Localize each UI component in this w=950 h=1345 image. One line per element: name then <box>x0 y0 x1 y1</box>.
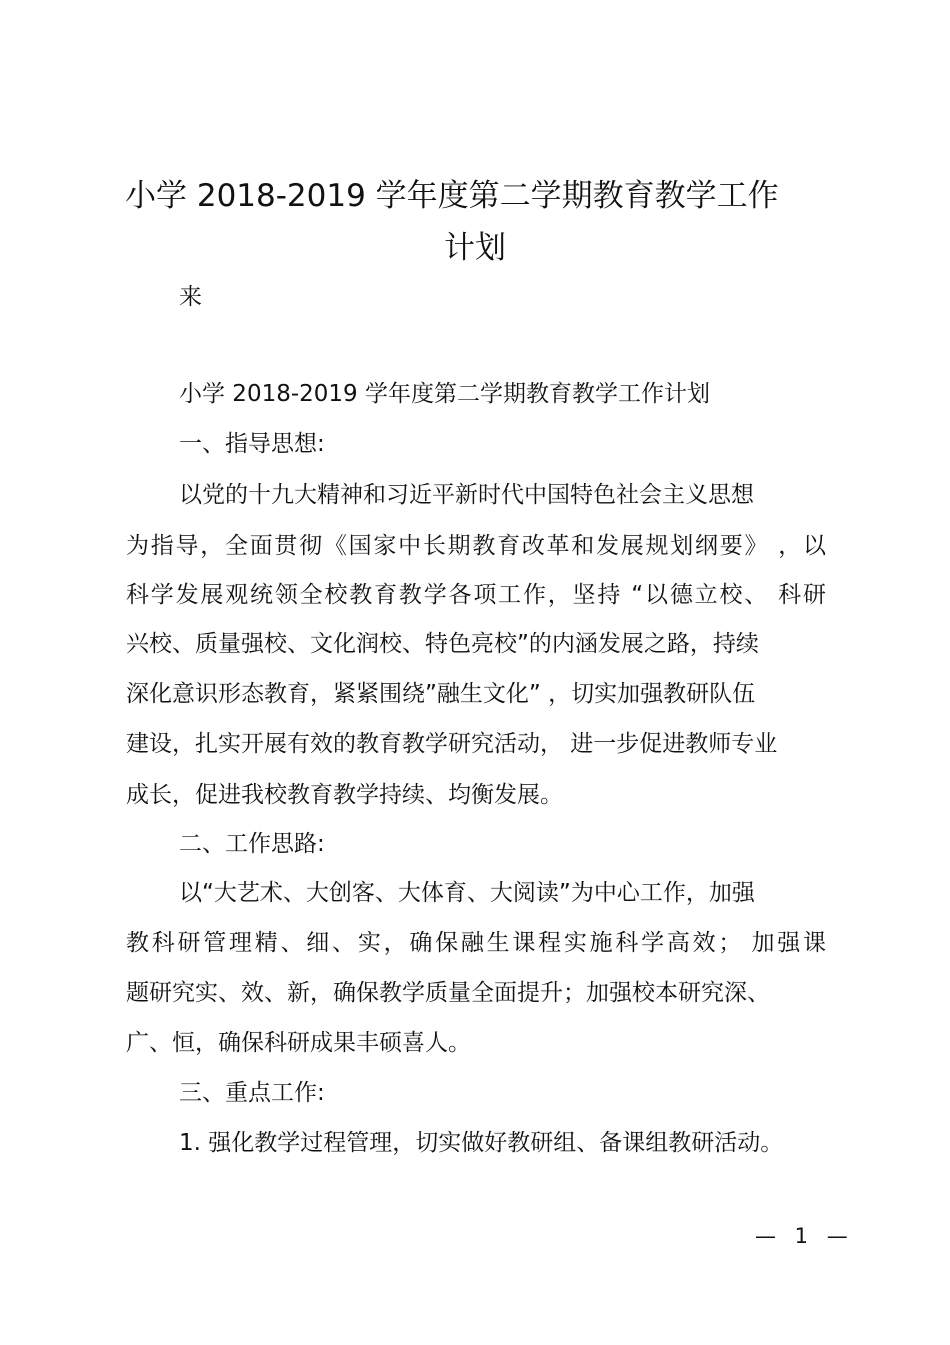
section-heading: 二、工作思路: <box>179 831 325 857</box>
paragraph-line: 以“大艺术、大创客、大体育、大阅读”为中心工作，加强 <box>179 880 755 906</box>
section-heading: 一、指导思想: <box>179 431 325 457</box>
page-number: — 1 — <box>755 1224 854 1248</box>
paragraph-line: 以党的十九大精神和习近平新时代中国特色社会主义思想 <box>179 482 754 508</box>
document-title: 小学 2018-2019 学年度第二学期教育教学工作 <box>125 178 779 214</box>
paragraph-line: 题研究实、效、新，确保教学质量全面提升；加强校本研究深、 <box>126 980 770 1006</box>
section-heading: 三、重点工作: <box>179 1080 325 1106</box>
paragraph-line: 为指导，全面贯彻《国家中长期教育改革和发展规划纲要》 ，以 <box>126 533 826 559</box>
paragraph-line: 广、恒，确保科研成果丰硕喜人。 <box>126 1030 471 1056</box>
source-label: 来 <box>179 284 202 310</box>
paragraph-line: 兴校、质量强校、文化润校、特色亮校”的内涵发展之路，持续 <box>126 631 759 657</box>
list-item: 1. 强化教学过程管理，切实做好教研组、备课组教研活动。 <box>179 1130 784 1156</box>
paragraph-line: 成长，促进我校教育教学持续、均衡发展。 <box>126 782 563 808</box>
paragraph-line: 科学发展观统领全校教育教学各项工作，坚持 “以德立校、 科研 <box>126 582 826 608</box>
document-subtitle: 小学 2018-2019 学年度第二学期教育教学工作计划 <box>179 381 710 407</box>
document-title-continued: 计划 <box>444 230 506 266</box>
paragraph-line: 深化意识形态教育，紧紧围绕”融生文化” ，切实加强教研队伍 <box>126 681 756 707</box>
paragraph-line: 教科研管理精、细、实，确保融生课程实施科学高效； 加强课 <box>126 930 826 956</box>
paragraph-line: 建设，扎实开展有效的教育教学研究活动， 进一步促进教师专业 <box>126 731 778 757</box>
